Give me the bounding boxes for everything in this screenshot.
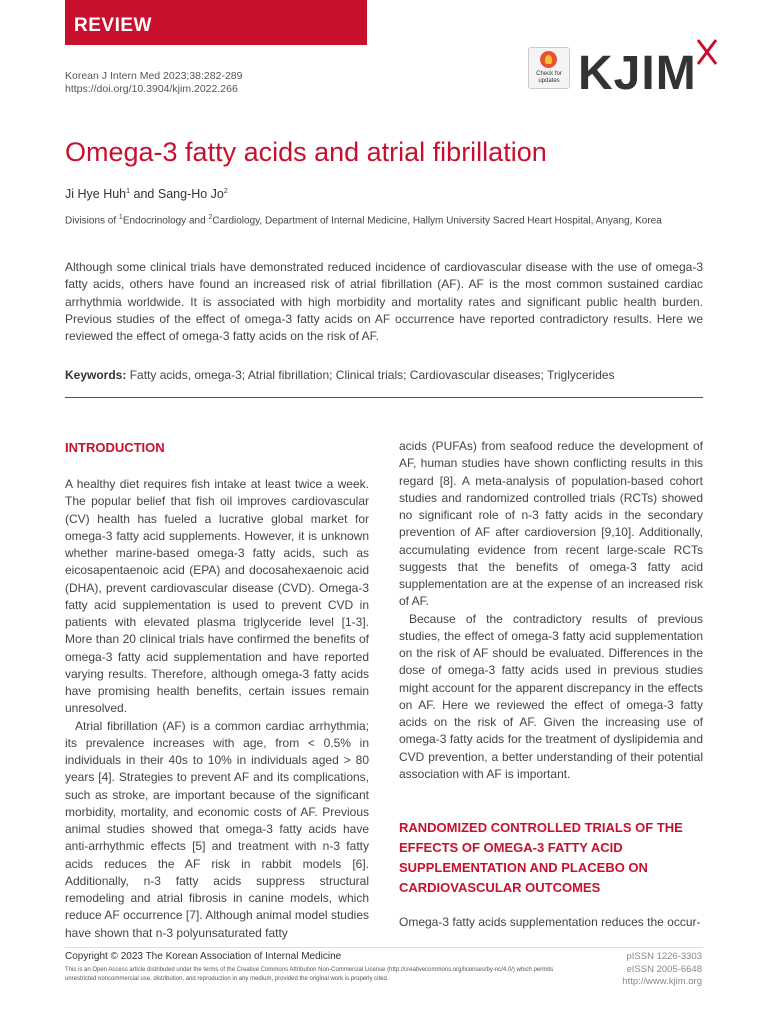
check-for-updates-label: Check for updates [536, 71, 562, 84]
copyright-notice: Copyright © 2023 The Korean Association of Internal Medicine [65, 951, 342, 962]
keywords [65, 368, 615, 382]
keywords-text: Fatty acids, omega-3; Atrial fibrillation; Clinical trials; Cardiovascular diseases; Triglycerides [126, 368, 615, 382]
journal-logo-text: KJIM [578, 47, 697, 100]
body-column-left [65, 438, 369, 942]
journal-logo [578, 36, 728, 104]
abstract: Although some clinical trials have demonstrated reduced incidence of cardiovascular disease with the use of omega-3 fatty acids, others have found an increased risk of atrial fibrillation (AF). AF is the most common sustained cardiac arrhythmia worldwide. It is associated with high morbidity and mortality rates and significant public health burden. Previous studies of the effect of omega-3 fatty acids on AF occurrence have reported contradictory results. Here we reviewed the effect of omega-3 fatty acids on the risk of AF. [65, 260, 703, 344]
issn-block [590, 951, 702, 989]
section-divider [65, 397, 703, 398]
author-list: Ji Hye Huh$^1$ and Sang-Ho Jo$^2$ [65, 187, 228, 201]
check-for-updates-badge[interactable] [528, 47, 570, 89]
author-name[interactable]: Sang-Ho Jo [157, 187, 224, 201]
body-column-right [399, 438, 703, 931]
crossmark-icon [540, 51, 557, 68]
article-title: Omega-3 fatty acids and atrial fibrillation [65, 137, 547, 167]
doi-link[interactable]: https://doi.org/10.3904/kjim.2022.266 [65, 83, 238, 95]
body-paragraph: A healthy diet requires fish intake at least twice a week. The popular belief that fish oil improves cardiovascular (CV) health has fueled a lucrative global market for omega-3 fatty acid supplements. However, it is unknown whether marine-based omega-3 fatty acids, such as eicosapentaenoic acid (EPA) and docosahexaenoic acid (DHA), prevent cardiovascular disease (CVD). Omega-3 fatty acid supplementation is used to prevent CVD in patients with elevated plasma triglyceride level [1-3]. More than 20 clinical trials have confirmed the benefits of omega-3 fatty acid supplementation and have reported varying results. Therefore, although omega-3 fatty acids have promising health benefits, certain issues remain unresolved. [65, 477, 369, 716]
body-paragraph: Omega-3 fatty acids supplementation reduces the occur- [399, 915, 701, 929]
footer-divider [65, 947, 703, 948]
body-paragraph: Because of the contradictory results of previous studies, the effect of omega-3 fatty acid supplementation on the risk of AF should be evaluated. Differences in the dose of omega-3 fatty acids used in previous studies might account for the apparent discrepancy in the effects on AF. Here we reviewed the effect of omega-3 fatty acids on the risk of AF. Given the increasing use of omega-3 fatty acids for the treatment of dyslipidemia and CVD prevention, a better understanding of their potential association with AF is important. [399, 611, 703, 781]
body-paragraph: acids (PUFAs) from seafood reduce the development of AF, human studies have shown conflicting results in this regard [8]. A meta-analysis of population-based cohort studies and randomized controlled trials (RCTs) showed no significant role of n-3 fatty acids in the secondary prevention of AF after cardioversion [9,10]. Additionally, accumulating evidence from recent large-scale RCTs suggests that the benefits of omega-3 fatty acid supplementation are at the expense of an increased risk of AF. [399, 439, 703, 609]
section-heading: INTRODUCTION [65, 440, 165, 455]
citation-block [65, 70, 242, 96]
affiliations: Divisions of $^1$Endocrinology and $^2$Cardiology, Department of Internal Medicine, Hallym University Sacred Heart Hospital, Anyang, Korea [65, 214, 662, 227]
article-type-banner [65, 0, 367, 45]
author-name[interactable]: Ji Hye Huh [65, 187, 127, 201]
electronic-issn: eISSN 2005-6648 [626, 963, 702, 975]
journal-citation: Korean J Intern Med 2023;38:282-289 [65, 70, 243, 82]
body-paragraph: Atrial fibrillation (AF) is a common cardiac arrhythmia; its prevalence increases with age, from < 0.5% in individuals in their 40s to 10% in individuals aged > 80 years [4]. Strategies to prevent AF and its complications, such as stroke, are important because of the significant morbidity, mortality, and economic costs of AF. Previous animal studies showed that omega-3 fatty acids have anti-arrhythmic effects [5] and treatment with n-3 fatty acids reduces the AF risk in rabbit models [6]. Additionally, n-3 fatty acids suppress structural remodeling and atrial fibrosis in canine models, which reduce AF occurrence [7]. Although animal model studies have shown that n-3 polyunsaturated fatty [65, 718, 369, 940]
print-issn: pISSN 1226-3303 [626, 951, 702, 962]
journal-website-link[interactable]: http://www.kjim.org [622, 976, 702, 987]
section-heading: RANDOMIZED CONTROLLED TRIALS OF THE EFFECTS OF OMEGA-3 FATTY ACID SUPPLEMENTATION AND PLACEBO ON CARDIOVASCULAR OUTCOMES [399, 820, 683, 895]
license-notice: This is an Open Access article distributed under the terms of the Creative Commons Attribution Non-Commercial License (http://creativecommons.org/licenses/by-nc/4.0/) which permits unrestricted noncommercial use, distribution, and reproduction in any medium, provided the original work is properly cited. [65, 967, 554, 982]
article-type-label: REVIEW [74, 15, 152, 36]
logo-cross-icon [578, 36, 728, 104]
keywords-label: Keywords: [65, 368, 127, 382]
